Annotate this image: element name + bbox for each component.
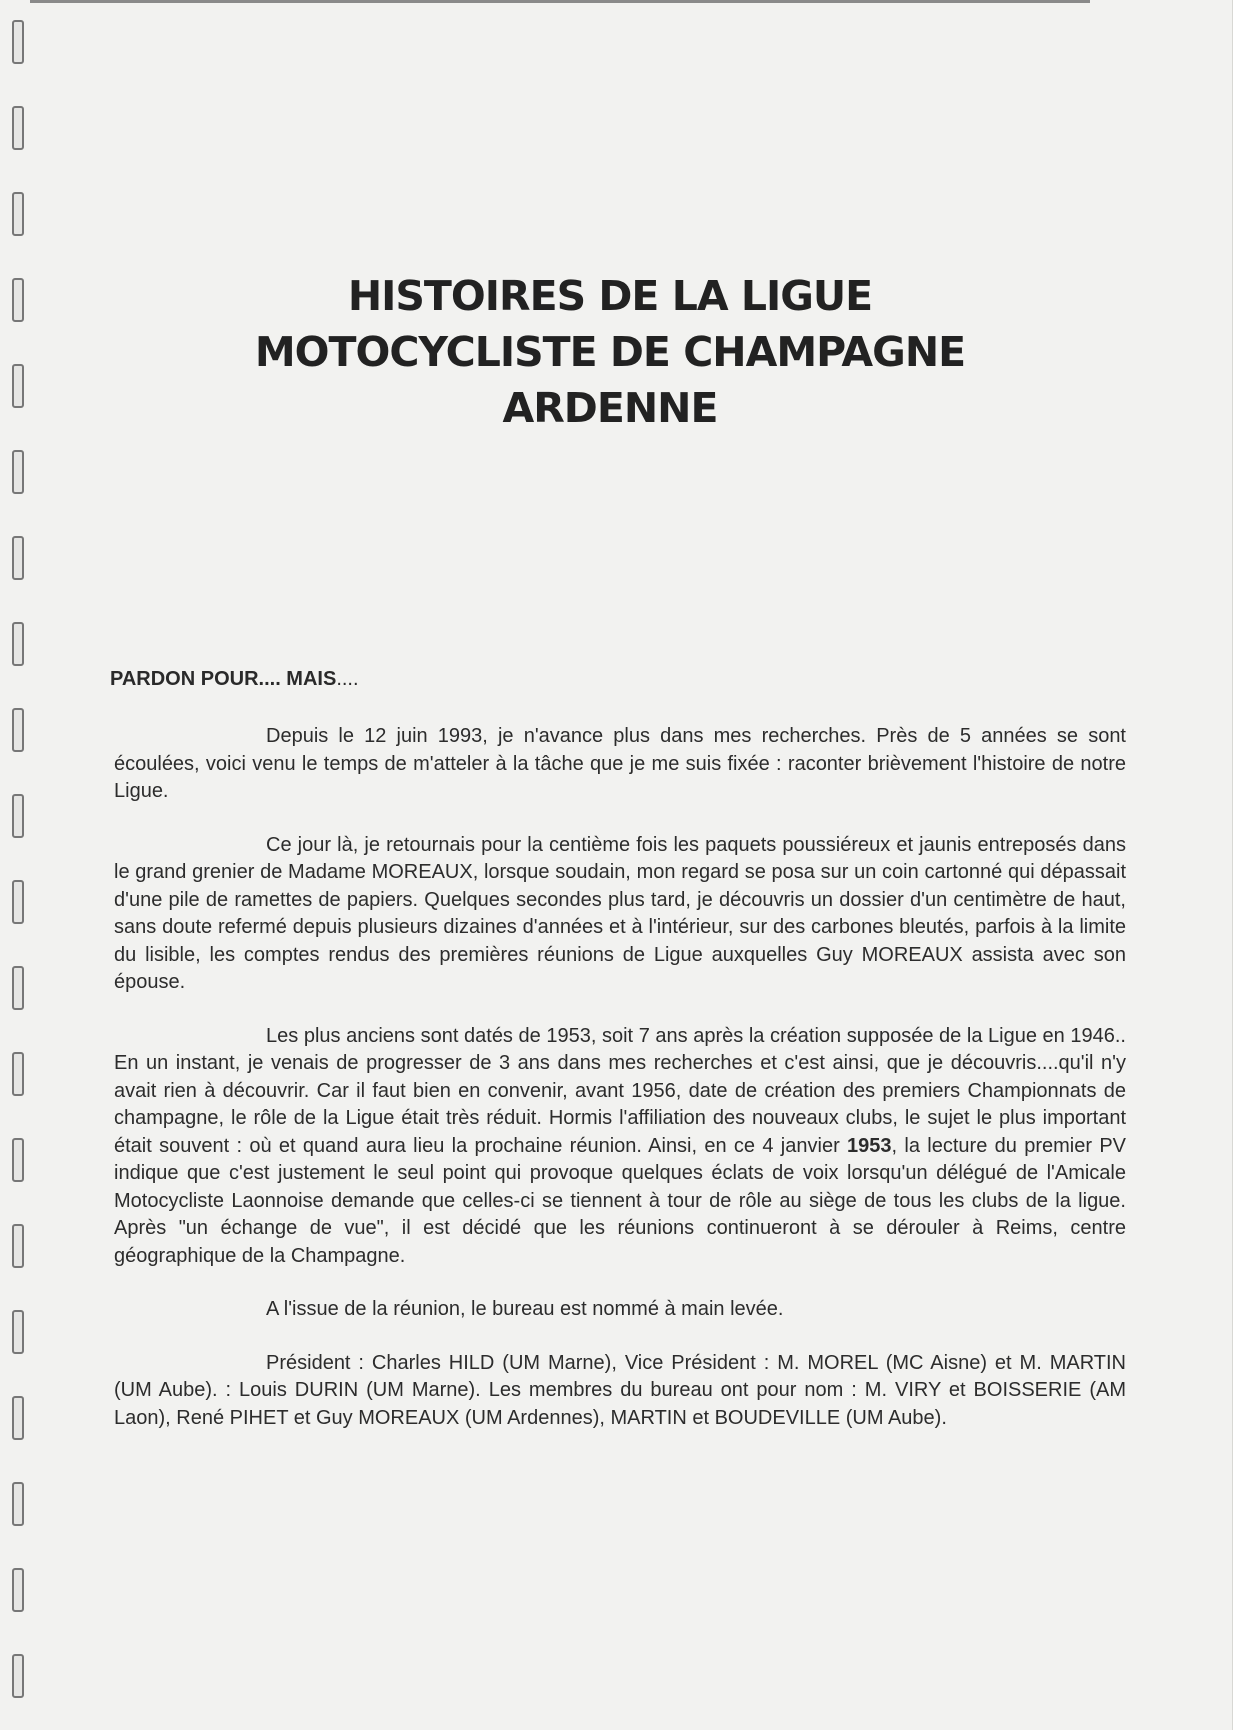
- paragraph-3-bold-year: 1953: [847, 1134, 892, 1157]
- spiral-binding: [0, 0, 40, 1730]
- binding-hole: [12, 708, 24, 752]
- page-top-edge: [30, 0, 1090, 3]
- binding-hole: [12, 192, 24, 236]
- binding-hole: [12, 1310, 24, 1354]
- paragraph-3: [114, 1023, 1126, 1271]
- binding-hole: [12, 364, 24, 408]
- title-line-3: ARDENNE: [502, 384, 718, 432]
- binding-hole: [12, 1482, 24, 1526]
- binding-hole: [12, 1224, 24, 1268]
- binding-hole: [12, 966, 24, 1010]
- paragraph-3-start: Les plus anciens sont datés de 1953, soit 7 ans après la création supposée de la Ligue en 1946.. En un instant, je venais de progresser de 3 ans dans mes recherches et c'est ainsi, que je découvris....qu'il n'y avait rien à découvrir. Car il faut bien en convenir, avant 1956, date de création des premiers Championnats de champagne, le rôle de la Ligue était très réduit. Hormis l'affiliation des nouveaux clubs, le sujet le plus important était souvent : où et quand aura lieu la prochaine réunion. Ainsi, en ce 4 janvier: [114, 1024, 1126, 1157]
- binding-hole: [12, 1396, 24, 1440]
- paragraph-5: Président : Charles HILD (UM Marne), Vice Président : M. MOREL (MC Aisne) et M. MARTIN (UM Aube). : Louis DURIN (UM Marne). Les membres du bureau ont pour nom : M. VIRY et BOISSERIE (AM Laon), René PIHET et Guy MOREAUX (UM Ardennes), MARTIN et BOUDEVILLE (UM Aube).: [114, 1351, 1126, 1429]
- binding-hole: [12, 536, 24, 580]
- section-heading-dots: ....: [336, 668, 359, 690]
- binding-hole: [12, 278, 24, 322]
- title-line-2: MOTOCYCLISTE DE CHAMPAGNE: [254, 328, 966, 376]
- paragraph-1: Depuis le 12 juin 1993, je n'avance plus dans mes recherches. Près de 5 années se sont écoulées, voici venu le temps de m'atteler à la tâche que je me suis fixée : raconter brièvement l'histoire de notre Ligue.: [114, 725, 1126, 802]
- section-heading-text: PARDON POUR.... MAIS: [110, 668, 337, 690]
- binding-hole: [12, 880, 24, 924]
- binding-hole: [12, 622, 24, 666]
- binding-hole: [12, 106, 24, 150]
- binding-hole: [12, 1568, 24, 1612]
- binding-hole: [12, 1138, 24, 1182]
- binding-hole: [12, 20, 24, 64]
- section-heading: [110, 668, 359, 691]
- title-line-1: HISTOIRES DE LA LIGUE: [347, 272, 873, 320]
- binding-hole: [12, 450, 24, 494]
- document-body: [114, 723, 1126, 1458]
- binding-hole: [12, 1052, 24, 1096]
- paragraph-4: A l'issue de la réunion, le bureau est nommé à main levée.: [266, 1298, 784, 1320]
- binding-hole: [12, 1654, 24, 1698]
- paragraph-3-end: , la lecture du premier PV indique que c'est justement le seul point qui provoque quelques éclats de voix lorsqu'un délégué de l'Amicale Motocycliste Laonnoise demande que celles-ci se tiennent à tour de rôle au siège de tous les clubs de la ligue. Après "un échange de vue", il est décidé que les réunions continueront à se dérouler à Reims, centre géographique de la Champagne.: [114, 1134, 1126, 1267]
- binding-hole: [12, 794, 24, 838]
- document-title: [110, 268, 1110, 436]
- paragraph-2: Ce jour là, je retournais pour la centième fois les paquets poussiéreux et jaunis entreposés dans le grand grenier de Madame MOREAUX, lorsque soudain, mon regard se posa sur un coin cartonné qui dépassait d'une pile de ramettes de papiers. Quelques secondes plus tard, je découvris un dossier d'un centimètre de haut, sans doute refermé depuis plusieurs dizaines d'années et à l'intérieur, sur des carbones bleutés, parfois à la limite du lisible, les comptes rendus des premières réunions de Ligue auxquelles Guy MOREAUX assista avec son épouse.: [114, 833, 1126, 993]
